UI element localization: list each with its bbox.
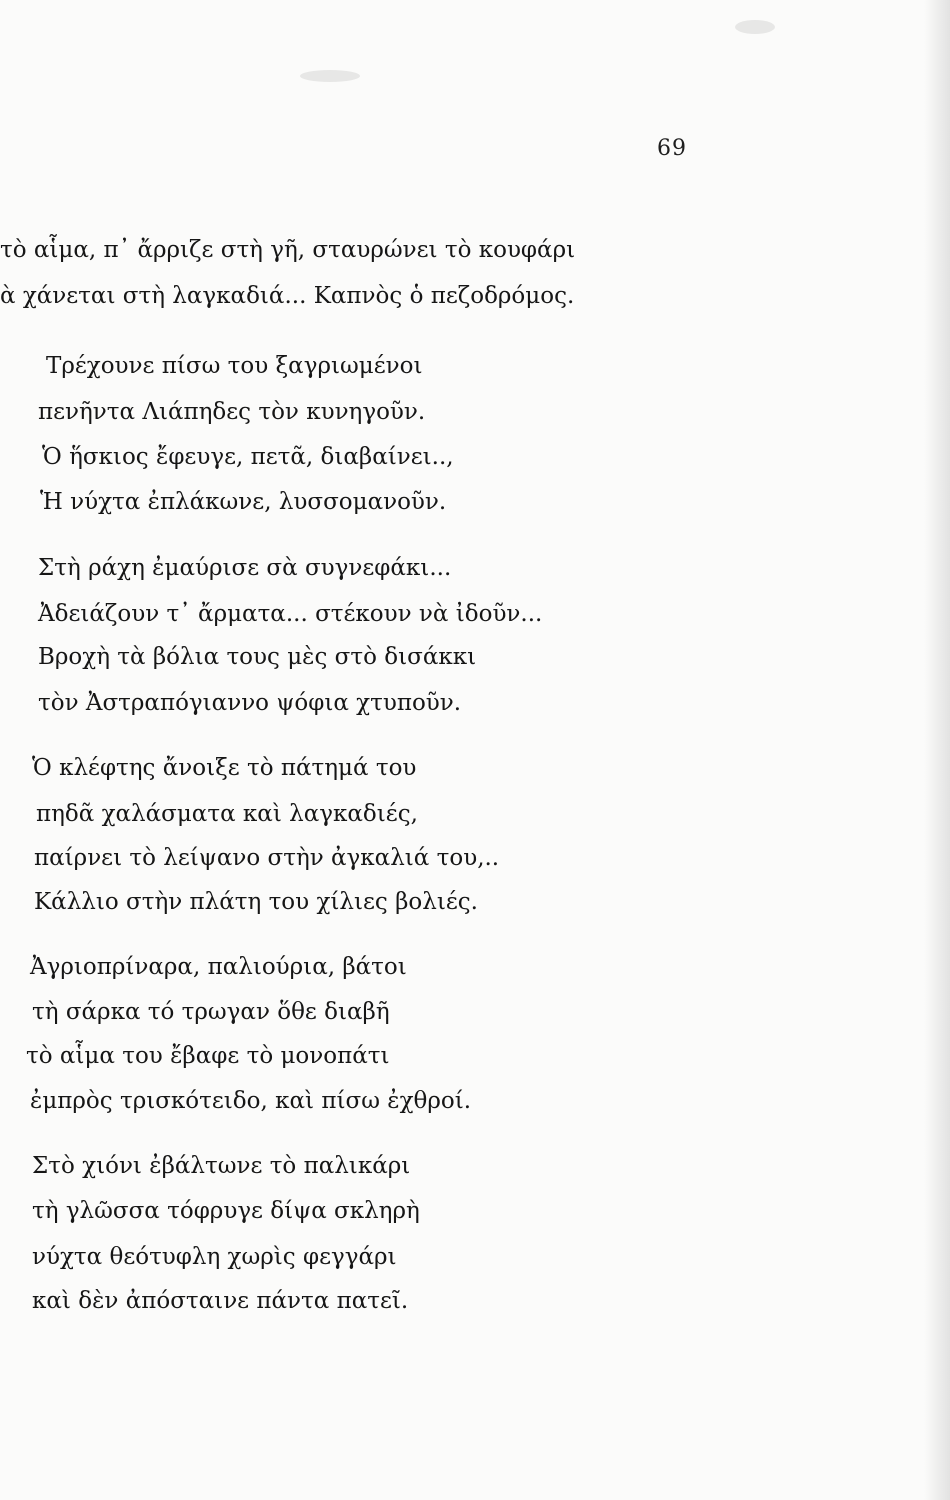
poem-line: Ἀγριοπρίναρα, παλιούρια, βάτοι — [30, 954, 407, 980]
poem-line: νύχτα θεότυφλη χωρὶς φεγγάρι — [32, 1244, 397, 1270]
poem-line: τὴ σάρκα τό τρωγαν ὅθε διαβῆ — [32, 999, 390, 1025]
ink-smudge — [735, 20, 775, 34]
page-edge-shadow — [924, 0, 950, 1500]
poem-line: ὰ χάνεται στὴ λαγκαδιά... Καπνὸς ὁ πεζοδρόμος. — [0, 283, 575, 309]
poem-line: τὸν Ἀστραπόγιαννο ψόφια χτυποῦν. — [38, 690, 462, 716]
poem-line: Στὸ χιόνι ἐβάλτωνε τὸ παλικάρι — [32, 1153, 411, 1179]
poem-line: Ἀδειάζουν τ᾽ ἄρματα... στέκουν νὰ ἰδοῦν... — [38, 601, 543, 627]
poem-line: Ἡ νύχτα ἐπλάκωνε, λυσσομανοῦν. — [40, 489, 447, 515]
poem-line: τὴ γλῶσσα τόφρυγε δίψα σκληρὴ — [32, 1198, 420, 1224]
poem-line: Τρέχουνε πίσω του ξαγριωμένοι — [46, 353, 423, 379]
poem-line: τὸ αἷμα, π᾽ ἄρριζε στὴ γῆ, σταυρώνει τὸ κουφάρι — [0, 237, 576, 263]
poem-line: πενῆντα Λιάπηδες τὸν κυνηγοῦν. — [38, 399, 426, 425]
poem-line: Ὁ ἥσκιος ἔφευγε, πετᾶ, διαβαίνει.., — [42, 444, 454, 470]
poem-line: καὶ δὲν ἀπόσταινε πάντα πατεῖ. — [32, 1288, 409, 1314]
poem-line: πηδᾶ χαλάσματα καὶ λαγκαδιές, — [36, 801, 418, 827]
poem-line: τὸ αἷμα του ἔβαφε τὸ μονοπάτι — [26, 1043, 390, 1069]
poem-line: ἐμπρὸς τρισκότειδο, καὶ πίσω ἐχθροί. — [30, 1088, 472, 1114]
poem-line: Κάλλιο στὴν πλάτη του χίλιες βολιές. — [34, 889, 478, 915]
poem-line: Στὴ ράχη ἐμαύρισε σὰ συγνεφάκι... — [38, 555, 452, 581]
ink-smudge — [300, 70, 360, 82]
poem-line: Βροχὴ τὰ βόλια τους μὲς στὸ δισάκκι — [38, 644, 477, 670]
poem-line: παίρνει τὸ λείψανο στὴν ἀγκαλιά του,.. — [34, 845, 500, 871]
poem-line: Ὁ κλέφτης ἄνοιξε τὸ πάτημά του — [32, 755, 417, 781]
page-number: 69 — [657, 136, 687, 161]
